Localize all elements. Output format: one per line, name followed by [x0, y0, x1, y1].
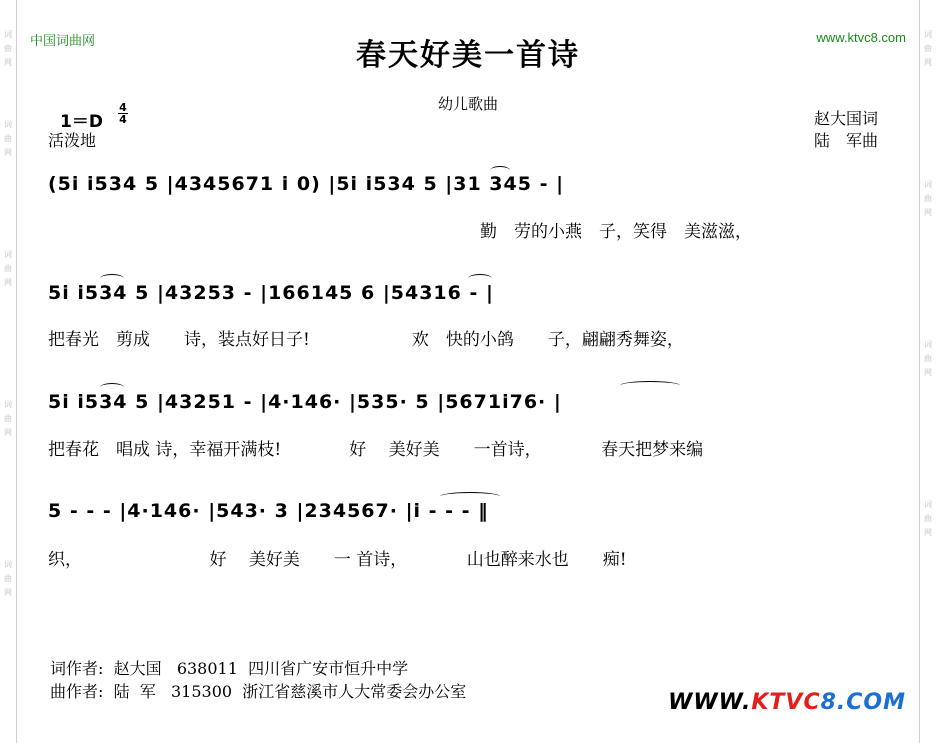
- watermark-char: 网: [4, 588, 12, 597]
- watermark-char: 曲: [924, 514, 932, 523]
- slur: [100, 274, 124, 283]
- watermark-char: 曲: [924, 44, 932, 53]
- watermark-char: 词: [924, 500, 932, 509]
- watermark-char: 网: [924, 58, 932, 67]
- watermark-char: 网: [4, 58, 12, 67]
- slur: [468, 274, 492, 283]
- lyric-row-4: 织， 好 美好美 一 首诗， 山也醉来水也 痴!: [48, 550, 627, 570]
- slur: [100, 383, 124, 392]
- time-signature-top: 4: [119, 101, 127, 114]
- site-name-left[interactable]: 中国词曲网: [30, 33, 96, 48]
- watermark-char: 网: [924, 368, 932, 377]
- watermark-char: 词: [4, 560, 12, 569]
- watermark-char: 曲: [4, 264, 12, 273]
- composer-credit: 陆 军曲: [813, 131, 878, 150]
- lyricist-info: 词作者: 赵大国 638011 四川省广安市恒升中学: [50, 659, 409, 678]
- logo-part-ktvc: KTVC: [751, 690, 821, 715]
- lyric-row-1: 勤 劳的小燕 子，笑得 美滋滋，: [480, 222, 752, 242]
- watermark-char: 曲: [924, 354, 932, 363]
- key-signature: 1＝D: [60, 112, 103, 132]
- score-row-2: 5i i534 5 |43253 - |166145 6 |54316 - |: [48, 282, 494, 304]
- watermark-char: 词: [4, 400, 12, 409]
- watermark-char: 词: [924, 30, 932, 39]
- watermark-char: 网: [4, 278, 12, 287]
- watermark-char: 曲: [924, 194, 932, 203]
- watermark-char: 词: [4, 250, 12, 259]
- logo-part-www: WWW.: [668, 690, 752, 715]
- lyric-row-3: 把春花 唱成 诗，幸福开满枝! 好 美好美 一首诗， 春天把梦来编: [48, 440, 704, 460]
- watermark-char: 网: [4, 148, 12, 157]
- watermark-char: 网: [924, 208, 932, 217]
- score-row-3: 5i i534 5 |43251 - |4·146· |535· 5 |5671i76· |: [48, 391, 562, 413]
- logo-part-com: 8.COM: [820, 690, 906, 715]
- watermark-char: 曲: [4, 44, 12, 53]
- watermark-char: 曲: [4, 414, 12, 423]
- watermark-char: 曲: [4, 134, 12, 143]
- score-row-4: 5 - - - |4·146· |543· 3 |234567· |i - - - ‖: [48, 500, 489, 522]
- site-logo[interactable]: [668, 690, 906, 715]
- tempo-marking: 活泼地: [48, 131, 97, 150]
- slur: [490, 166, 510, 175]
- watermark-char: 词: [924, 340, 932, 349]
- watermark-char: 网: [924, 528, 932, 537]
- watermark-char: 曲: [4, 574, 12, 583]
- time-signature-bottom: 4: [119, 113, 127, 126]
- song-subtitle: 幼儿歌曲: [437, 95, 498, 113]
- tie: [440, 492, 500, 501]
- watermark-char: 词: [4, 30, 12, 39]
- time-signature: [118, 102, 128, 125]
- tie: [620, 381, 680, 390]
- song-title: 春天好美一首诗: [356, 38, 580, 73]
- watermark-char: 网: [4, 428, 12, 437]
- score-row-1: (5i i534 5 |4345671 i 0) |5i i534 5 |31 345 - |: [48, 173, 565, 195]
- site-url-right[interactable]: www.ktvc8.com: [816, 30, 906, 45]
- lyricist-credit: 赵大国词: [813, 109, 878, 128]
- watermark-char: 词: [4, 120, 12, 129]
- watermark-char: 词: [924, 180, 932, 189]
- lyric-row-2: 把春光 剪成 诗，装点好日子! 欢 快的小鸽 子，翩翩秀舞姿，: [48, 330, 684, 350]
- composer-info: 曲作者: 陆 军 315300 浙江省慈溪市人大常委会办公室: [50, 682, 467, 701]
